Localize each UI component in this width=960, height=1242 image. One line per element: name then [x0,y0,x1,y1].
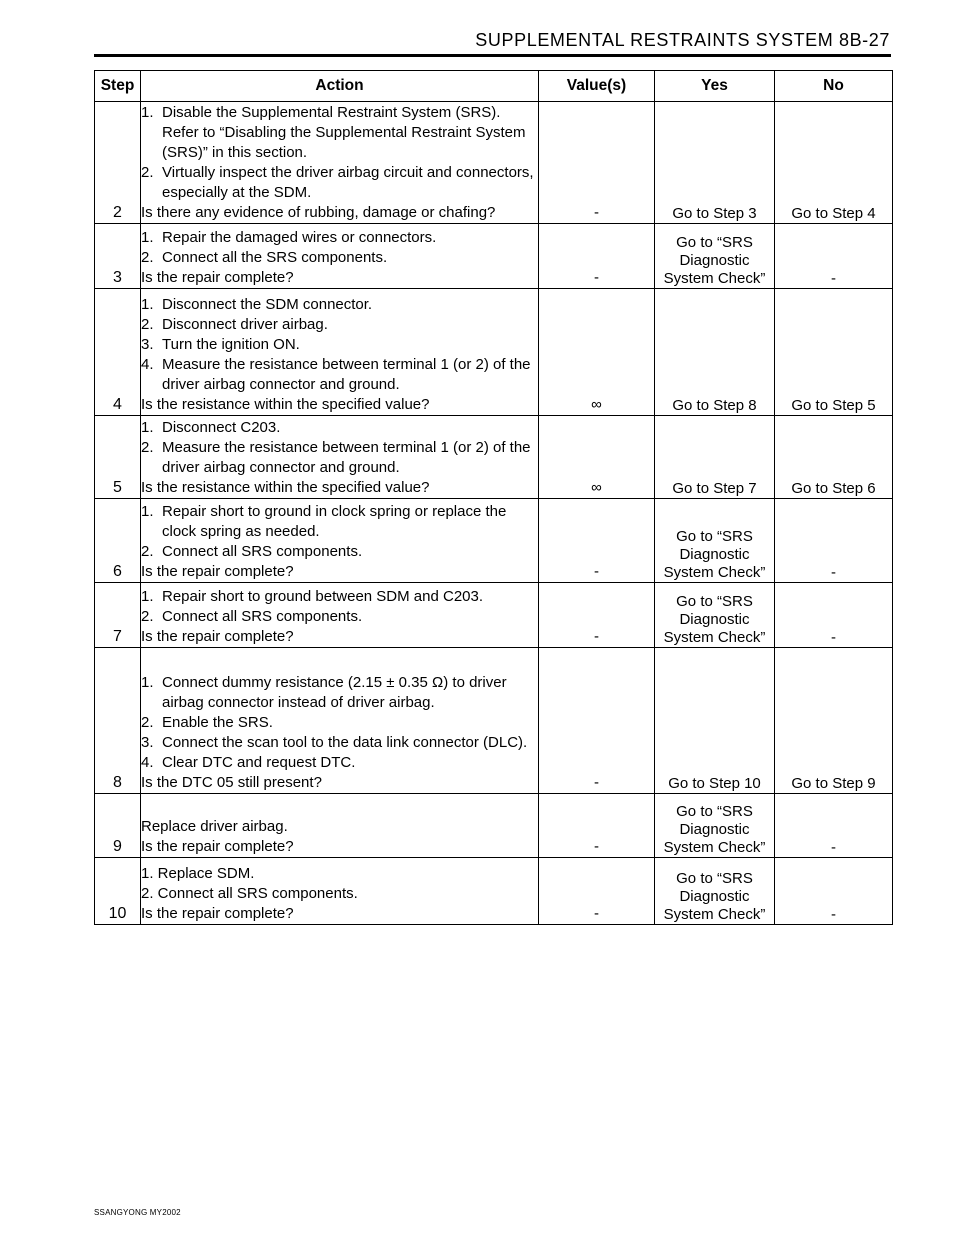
action-line: 1. Replace SDM. [141,865,255,882]
no-cell [775,583,893,648]
action-item [141,713,538,733]
table-body [95,102,893,925]
table-row [95,794,893,858]
action-item-text: Enable the SRS. [162,714,273,731]
action-cell [141,583,539,648]
action-item-text: Connect all the SRS components. [162,249,388,266]
step-number: 4 [95,289,141,416]
action-item [141,542,538,562]
action-cell [141,289,539,416]
action-item-text: Disable the Supplemental Restraint System (SRS). Refer to “Disabling the Supplemental Restraint System (SRS)” in this section. [162,104,526,161]
no-line: - [831,564,836,581]
value-cell: ∞ [539,289,655,416]
yes-line: System Check” [663,564,766,581]
value-cell: - [539,102,655,224]
action-item [141,295,538,315]
action-item-text: Connect all SRS components. [162,543,363,560]
action-question: Is the DTC 05 still present? [141,774,322,791]
yes-cell [655,416,775,499]
yes-line: Go to Step 3 [672,205,757,222]
yes-cell [655,499,775,583]
no-line: Go to Step 5 [791,397,876,414]
action-item [141,587,538,607]
table-header-row [95,71,893,102]
yes-line: Go to “SRS [676,870,753,887]
no-cell [775,794,893,858]
action-item-number: 2. [141,249,154,266]
action-cell [141,648,539,794]
yes-cell [655,224,775,289]
action-item-number: 2. [141,439,154,456]
yes-line: Go to “SRS [676,234,753,251]
action-question: Is the repair complete? [141,905,294,922]
action-item-text: Connect the scan tool to the data link connector (DLC). [162,734,528,751]
action-question: Is the repair complete? [141,628,294,645]
no-cell [775,416,893,499]
no-line: Go to Step 9 [791,775,876,792]
no-line: - [831,906,836,923]
action-item-text: Clear DTC and request DTC. [162,754,356,771]
table-row [95,224,893,289]
action-item-text: Disconnect driver airbag. [162,316,328,333]
step-number: 9 [95,794,141,858]
action-item-text: Repair short to ground in clock spring or replace the clock spring as needed. [162,503,507,540]
action-line: 2. Connect all SRS components. [141,885,358,902]
action-item [141,248,538,268]
action-item-text: Measure the resistance between terminal 1 (or 2) of the driver airbag connector and ground. [162,439,531,476]
yes-line: Diagnostic [679,252,750,269]
action-item-number: 3. [141,734,154,751]
no-line: - [831,270,836,287]
action-item-number: 4. [141,356,154,373]
table-row [95,289,893,416]
yes-cell [655,583,775,648]
step-number: 3 [95,224,141,289]
table-row [95,858,893,925]
action-cell [141,858,539,925]
yes-line: System Check” [663,629,766,646]
yes-line: Diagnostic [679,821,750,838]
action-item-text: Connect all SRS components. [162,608,363,625]
action-item-number: 1. [141,104,154,121]
header-rule [94,54,891,57]
action-item-text: Measure the resistance between terminal 1 (or 2) of the driver airbag connector and ground. [162,356,531,393]
action-cell [141,102,539,224]
action-item [141,673,538,713]
no-line: Go to Step 4 [791,205,876,222]
action-item [141,355,538,395]
value-cell: - [539,648,655,794]
table-row [95,499,893,583]
yes-line: System Check” [663,839,766,856]
action-question: Is the repair complete? [141,563,294,580]
no-cell [775,648,893,794]
action-item-text: Connect dummy resistance (2.15 ± 0.35 Ω) to driver airbag connector instead of driver airbag. [162,674,507,711]
table-row [95,583,893,648]
action-cell [141,416,539,499]
column-header-yes: Yes [655,71,775,102]
action-item [141,502,538,542]
column-header-step: Step [95,71,141,102]
table-row [95,416,893,499]
action-item [141,335,538,355]
yes-line: Go to “SRS [676,528,753,545]
yes-line: Go to Step 8 [672,397,757,414]
action-cell [141,499,539,583]
action-item [141,228,538,248]
action-item-number: 1. [141,674,154,691]
no-cell [775,102,893,224]
no-cell [775,289,893,416]
no-line: Go to Step 6 [791,480,876,497]
action-question: Is the resistance within the specified value? [141,396,430,413]
yes-line: Diagnostic [679,546,750,563]
action-item [141,753,538,773]
value-cell: ∞ [539,416,655,499]
yes-line: Go to Step 7 [672,480,757,497]
action-item [141,315,538,335]
action-item-text: Repair the damaged wires or connectors. [162,229,437,246]
action-item-number: 1. [141,588,154,605]
action-question: Is the resistance within the specified value? [141,479,430,496]
diagnostic-table [94,70,893,925]
action-item-number: 2. [141,714,154,731]
no-line: - [831,629,836,646]
yes-cell [655,648,775,794]
yes-cell [655,794,775,858]
action-question: Is the repair complete? [141,838,294,855]
action-item-number: 2. [141,543,154,560]
table-row [95,102,893,224]
yes-cell [655,102,775,224]
yes-line: Go to “SRS [676,593,753,610]
column-header-no: No [775,71,893,102]
yes-cell [655,858,775,925]
value-cell: - [539,858,655,925]
step-number: 6 [95,499,141,583]
action-item-number: 4. [141,754,154,771]
no-line: - [831,839,836,856]
action-item-number: 1. [141,296,154,313]
value-cell: - [539,224,655,289]
yes-cell [655,289,775,416]
yes-line: System Check” [663,270,766,287]
action-cell [141,794,539,858]
step-number: 10 [95,858,141,925]
step-number: 7 [95,583,141,648]
yes-line: Diagnostic [679,611,750,628]
action-item [141,438,538,478]
action-item-text: Turn the ignition ON. [162,336,300,353]
action-cell [141,224,539,289]
action-line: Replace driver airbag. [141,818,288,835]
action-item [141,733,538,753]
step-number: 5 [95,416,141,499]
table-row [95,648,893,794]
action-item [141,163,538,203]
footer-brand: SSANGYONG MY2002 [94,1208,181,1217]
action-item [141,418,538,438]
page-header: SUPPLEMENTAL RESTRAINTS SYSTEM 8B-27 [475,30,890,50]
action-item-number: 2. [141,608,154,625]
no-cell [775,224,893,289]
action-question: Is there any evidence of rubbing, damage or chafing? [141,204,496,221]
column-header-values: Value(s) [539,71,655,102]
column-header-action: Action [141,71,539,102]
action-question: Is the repair complete? [141,269,294,286]
value-cell: - [539,499,655,583]
action-item-number: 3. [141,336,154,353]
action-item-text: Repair short to ground between SDM and C203. [162,588,484,605]
no-cell [775,499,893,583]
yes-line: System Check” [663,906,766,923]
yes-line: Diagnostic [679,888,750,905]
value-cell: - [539,583,655,648]
action-item [141,103,538,163]
action-item-text: Virtually inspect the driver airbag circuit and connectors, especially at the SDM. [162,164,534,201]
no-cell [775,858,893,925]
action-item-number: 1. [141,503,154,520]
action-item-number: 1. [141,419,154,436]
action-item-number: 2. [141,316,154,333]
value-cell: - [539,794,655,858]
step-number: 8 [95,648,141,794]
action-item-text: Disconnect C203. [162,419,281,436]
yes-line: Go to Step 10 [668,775,761,792]
action-item [141,607,538,627]
action-item-text: Disconnect the SDM connector. [162,296,373,313]
yes-line: Go to “SRS [676,803,753,820]
action-item-number: 1. [141,229,154,246]
action-item-number: 2. [141,164,154,181]
step-number: 2 [95,102,141,224]
